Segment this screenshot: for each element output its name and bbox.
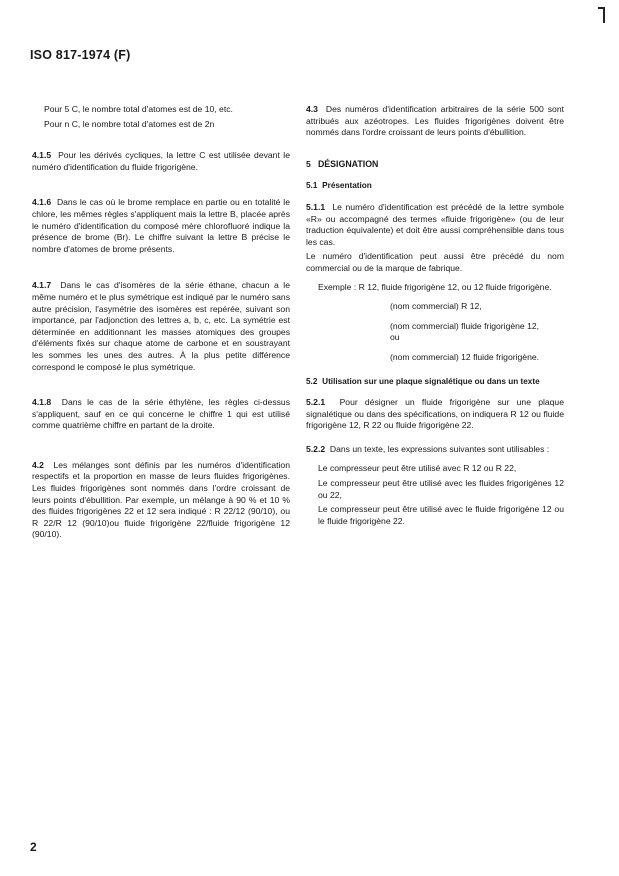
example-variant-2: (nom commercial) fluide frigorigène 12, (390, 320, 540, 331)
section-number: 5.1 (306, 181, 318, 191)
example-or: ou (390, 332, 400, 343)
section-title: Présentation (322, 181, 372, 191)
example-line: Exemple : R 12, fluide frigorigène 12, ou 12 fluide frigorigène. (318, 281, 552, 292)
subsection-heading-5-2 (306, 376, 564, 388)
section-heading-5 (306, 159, 564, 171)
section-title: Utilisation sur une plaque signalétique ou dans un texte (322, 376, 540, 386)
corner-crop-mark (603, 7, 605, 23)
paragraph-5-1-1 (306, 202, 564, 248)
section-number: 4.1.6 (32, 197, 52, 208)
section-number: 4.3 (306, 104, 318, 114)
section-number: 4.1.5 (32, 150, 52, 161)
example-variant-1: (nom commercial) R 12, (390, 301, 482, 312)
paragraph-text: Des numéros d'identification arbitraires de la série 500 sont attribués aux azéotropes. Les fluides frigorigènes doivent être nommés dans l'ordre croissant de leurs points d'ébullition. (306, 104, 564, 138)
left-column (32, 104, 290, 541)
subsection-heading-5-1 (306, 180, 564, 192)
intro-line-1: Pour 5 C, le nombre total d'atomes est de 10, etc. (44, 104, 233, 114)
document-header: ISO 817-1974 (F) (30, 48, 131, 62)
paragraph-text: Dans le cas d'isomères de la série éthane, chacun a le même numéro et le plus symétrique est indiqué par le numéro sans autre précision, l'asymétrie des isomères est repérée, suivant son importance, par l'adjonction des lettres a, b, c, etc. La symétrie est déterminée en additionnant les masses atomiques des groupes d'éléments fixés sur chaque atome de carbone et en soustrayant les sommes les unes des autres. À la plus petite différence correspond le composé le plus symétrique. (32, 280, 290, 372)
section-number: 5.1.1 (306, 201, 326, 212)
paragraph-text: Le numéro d'identification est précédé de la lettre symbole «R» ou accompagné des termes «fluide frigorigène» (ou de leur traduction équivalente) et doit être aussi compréhensible dans tous les cas. (306, 201, 564, 247)
paragraph-5-2-1 (306, 397, 564, 432)
paragraph-4-1-6 (32, 197, 290, 255)
section-number: 5.2.2 (306, 443, 326, 454)
paragraph-text: Pour désigner un fluide frigorigène sur une plaque signalétique ou dans des spécifications, on indiquera R 12 ou fluide frigorigène 12, R 22 ou fluide frigorigène 22. (306, 397, 564, 431)
page-number: 2 (30, 840, 37, 854)
usage-example-3: Le compresseur peut être utilisé avec le fluide frigorigène 12 ou le fluide frigorigène 22. (318, 504, 564, 526)
paragraph-5-2-2 (306, 444, 564, 456)
paragraph-text: Dans le cas de la série éthylène, les règles ci-dessus s'appliquent, sauf en ce qui concerne le chiffre 1 qui est utilisé comme quatrième chiffre en partant de la droite. (32, 397, 290, 431)
section-number: 5.2 (306, 376, 318, 386)
paragraph-4-3 (306, 104, 564, 139)
paragraph-4-1-7 (32, 280, 290, 373)
section-title: DÉSIGNATION (317, 158, 379, 169)
paragraph-text: Dans le cas où le brome remplace en partie ou en totalité le chlore, les mêmes règles s'appliquent mais la lettre B, placée après le numéro d'identification du composé mère chlorofluoré indique la présence de brome (Br). Le chiffre suivant la lettre B précise le nombre d'atomes de brome présents. (32, 197, 290, 254)
section-number: 4.2 (32, 459, 44, 470)
paragraph-4-2 (32, 460, 290, 541)
section-number: 5 (306, 158, 311, 169)
paragraph-5-1-1-continued: Le numéro d'identification peut aussi être précédé du nom commercial ou de la marque de fabrique. (306, 251, 564, 273)
usage-example-2: Le compresseur peut être utilisé avec les fluides frigorigènes 12 ou 22, (318, 478, 564, 500)
section-number: 5.2.1 (306, 397, 326, 408)
usage-example-1: Le compresseur peut être utilisé avec R 12 ou R 22, (318, 463, 517, 474)
example-variant-3: (nom commercial) 12 fluide frigorigène. (390, 351, 540, 362)
intro-line-2: Pour n C, le nombre total d'atomes est de 2n (44, 118, 215, 129)
section-number: 4.1.7 (32, 280, 52, 291)
paragraph-4-1-8 (32, 397, 290, 432)
paragraph-4-1-5 (32, 150, 290, 173)
right-column (306, 104, 564, 527)
paragraph-text: Dans un texte, les expressions suivantes sont utilisables : (329, 443, 550, 454)
paragraph-text: Pour les dérivés cycliques, la lettre C est utilisée devant le numéro d'identification du fluide frigorigène. (32, 150, 290, 172)
paragraph-text: Les mélanges sont définis par les numéros d'identification respectifs et la proportion en masse de leurs fluides frigorigènes. Les fluides frigorigènes sont nommés dans l'ordre croissant de leurs points d'ébullition. Par exemple, un mélange à 90 % et 10 % des fluides frigorigènes 22 et 12 sera indiqué : R 22/12 (90/10), ou R 22/R 12 (90/10)ou fluide frigorigène 22/fluide frigorigène 12 (90/10). (32, 459, 290, 540)
section-number: 4.1.8 (32, 397, 52, 408)
